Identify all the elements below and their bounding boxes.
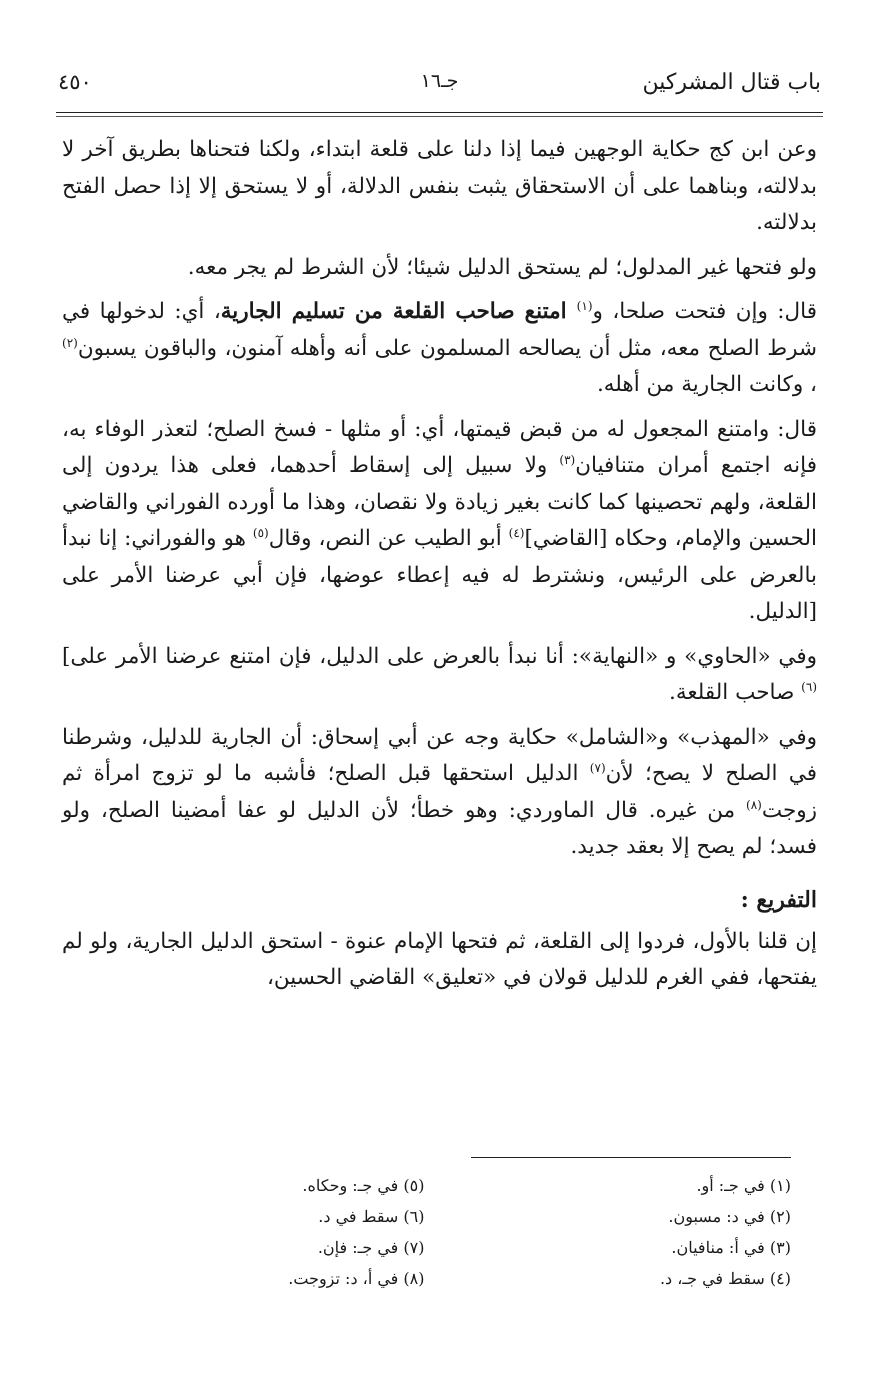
footnote-ref: (٣) xyxy=(559,452,576,467)
footnote: (٧) في جـ: فإن. xyxy=(317,1238,425,1257)
text-run: ، أي: لدخولها في شرط الصلح معه، مثل أن يصالحه المسلمون على أنه وأهله آمنون، والباقون يسبون xyxy=(62,299,817,361)
header-rule-thin xyxy=(56,116,823,117)
section-heading: التفريع : xyxy=(740,886,817,913)
footnotes xyxy=(58,1170,791,1294)
footnote: (٦) سقط في د. xyxy=(318,1207,425,1226)
text-run: الدليل استحقها قبل الصلح؛ فأشبه ما لو تزوج امرأة ثم زوجت xyxy=(62,761,817,823)
footnote-ref: (٨) xyxy=(746,797,762,812)
text-run: قال: وإن فتحت صلحا، و xyxy=(592,299,817,324)
header-rule xyxy=(56,112,823,113)
footnote-ref: (٤) xyxy=(508,525,525,540)
paragraph-3 xyxy=(62,294,817,404)
paragraph-7: إن قلنا بالأول، فردوا إلى القلعة، ثم فتحها الإمام عنوة - استحق الدليل الجارية، ولو لم يفتحها، ففي الغرم للدليل قولان في «تعليق» القاضي الحسين، xyxy=(62,928,817,990)
footnote: (٨) في أ، د: تزوجت. xyxy=(288,1269,425,1288)
text-run: قال: وامتنع المجعول له من قبض قيمتها، أي: أو مثلها - فسخ الصلح؛ لتعذر الوفاء به، فإنه اجتمع أمران متنافيان xyxy=(62,416,817,478)
footnote-ref: (٦) xyxy=(801,679,817,694)
footnote: (٢) في د: مسبون. xyxy=(668,1207,791,1226)
quoted-matn: امتنع صاحب القلعة من تسليم الجارية xyxy=(220,299,577,324)
paragraph-2: ولو فتحها غير المدلول؛ لم يستحق الدليل شيئا؛ لأن الشرط لم يجر معه. xyxy=(187,254,817,280)
text-run: من غيره. قال الماوردي: وهو خطأ؛ لأن الدليل لو عفا أمضينا الصلح، ولو فسد؛ لم يصح إلا بعقد جديد. xyxy=(62,797,817,859)
footnote-rule xyxy=(471,1157,791,1158)
footnote: (٣) في أ: منافيان. xyxy=(671,1238,791,1257)
footnote: (١) في جـ: أو. xyxy=(696,1176,791,1195)
footnote: (٥) في جـ: وحكاه. xyxy=(302,1176,425,1195)
text-run: ، وكانت الجارية من أهله. xyxy=(596,372,817,397)
footnote-ref: (١) xyxy=(576,298,593,313)
paragraph-1: وعن ابن كج حكاية الوجهين فيما إذا دلنا على قلعة ابتداء، ولكنا فتحناها بطريق آخر لا بدلالته، وبناهما على أن الاستحقاق يثبت بنفس الدلالة، أو لا يستحق إلا إذا حصل الفتح بدلالته. xyxy=(62,137,817,235)
footnote: (٤) سقط في جـ، د. xyxy=(659,1269,791,1288)
footnote-ref: (٧) xyxy=(589,760,606,775)
text-run: ولا سبيل إلى إسقاط أحدهما، فعلى هذا يردون إلى القلعة، ولهم تحصينها كما كانت بغير زيادة ولا نقصان، وهذا ما أورده الفوراني والقاضي الحسين والإمام، وحكاه [القاضي] xyxy=(62,453,817,551)
page-header xyxy=(58,70,821,106)
volume-label: جـ١٦ xyxy=(420,70,459,92)
footnote-column-left xyxy=(58,1170,425,1294)
text-run: صاحب القلعة. xyxy=(669,680,802,705)
footnote-column-right xyxy=(425,1170,792,1294)
chapter-title: باب قتال المشركين xyxy=(642,70,821,95)
main-text xyxy=(62,132,817,1005)
footnote-ref: (٢) xyxy=(62,335,78,350)
text-run: أبو الطيب عن النص، وقال xyxy=(268,526,509,551)
text-run: وفي «الحاوي» و «النهاية»: أنا نبدأ بالعرض على الدليل، فإن امتنع عرضنا الأمر على] xyxy=(62,643,817,669)
paragraph-6 xyxy=(62,720,817,866)
paragraph-4 xyxy=(62,412,817,631)
paragraph-5 xyxy=(62,639,817,712)
page-number: ٤٥٠ xyxy=(58,70,92,94)
text-run: وفي «المهذب» و«الشامل» حكاية وجه عن أبي إسحاق: أن الجارية للدليل، وشرطنا في الصلح لا يصح؛ لأن xyxy=(62,724,817,786)
footnote-ref: (٥) xyxy=(252,525,269,540)
text-run: هو والفوراني: إنا نبدأ بالعرض على الرئيس، ونشترط له فيه إعطاء عوضها، فإن أبي عرضنا الأمر على [الدليل. xyxy=(62,526,817,624)
